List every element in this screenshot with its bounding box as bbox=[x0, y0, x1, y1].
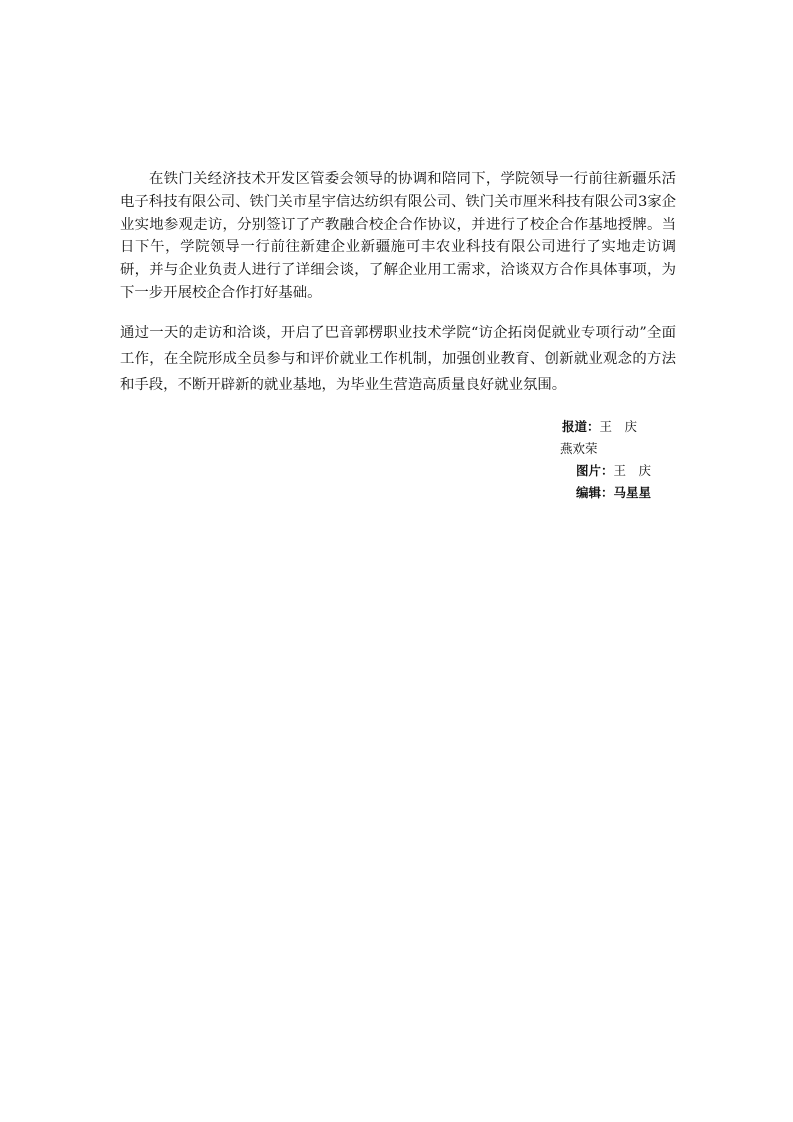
editor-label: 编辑： bbox=[576, 485, 614, 500]
credit-photo-row bbox=[540, 460, 670, 482]
credit-report-row bbox=[540, 416, 670, 438]
article-paragraph-2: 通过一天的走访和洽谈，开启了巴音郭楞职业技术学院“访企拓岗促就业专项行动”全面工作，在全院形成全员参与和评价就业工作机制，加强创业教育、创新就业观念的方法和手段，不断开辟新的就业基地，为毕业生营造高质量良好就业氛围。 bbox=[120, 325, 676, 393]
report-label: 报道： bbox=[562, 419, 600, 434]
report-name-2: 燕欢荣 bbox=[560, 441, 598, 456]
credit-report-row-2 bbox=[540, 438, 670, 460]
editor-name: 马星星 bbox=[613, 485, 652, 500]
report-name-1: 王 庆 bbox=[599, 419, 638, 434]
article-paragraph-1: 在铁门关经济技术开发区管委会领导的协调和陪同下，学院领导一行前往新疆乐活电子科技有限公司、铁门关市星宇信达纺织有限公司、铁门关市厘米科技有限公司3家企业实地参观走访，分别签订了产教融合校企合作协议，并进行了校企合作基地授牌。当日下午，学院领导一行前往新建企业新疆施可丰农业科技有限公司进行了实地走访调研，并与企业负责人进行了详细会谈，了解企业用工需求，洽谈双方合作具体事项，为下一步开展校企合作打好基础。 bbox=[120, 171, 677, 301]
photo-name: 王 庆 bbox=[613, 463, 652, 478]
photo-label: 图片： bbox=[576, 463, 614, 478]
credit-editor-row bbox=[540, 482, 670, 504]
credits-block bbox=[540, 416, 670, 504]
